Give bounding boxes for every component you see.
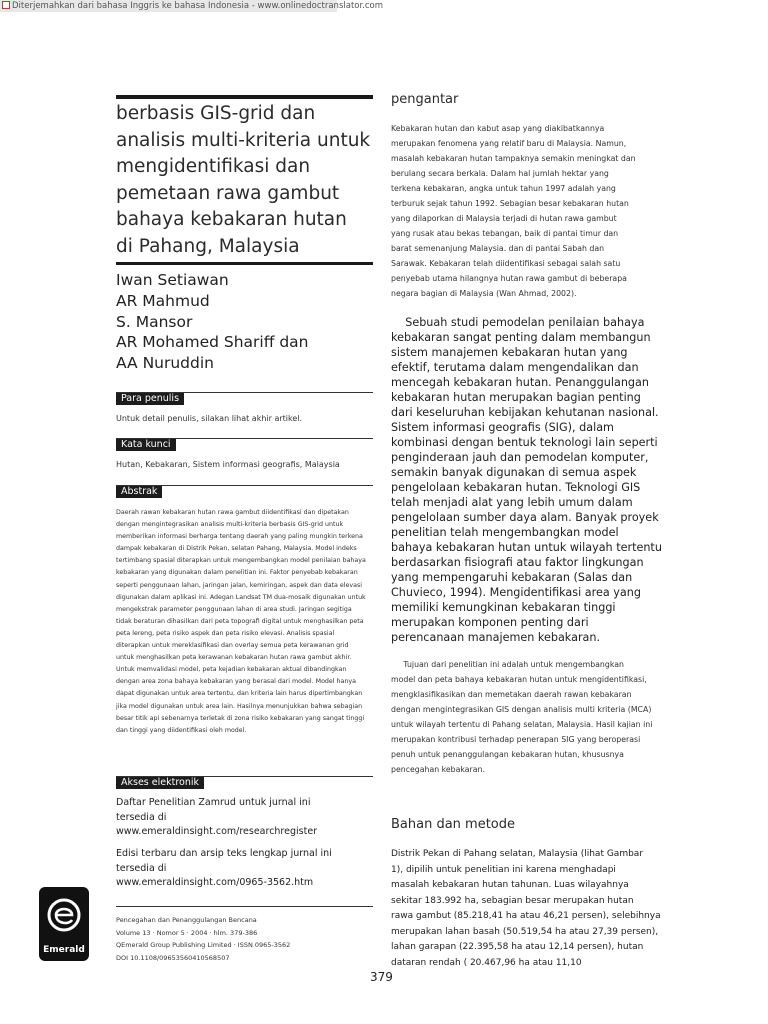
divider [116,906,373,907]
text-line: lahan garapan (22.395,58 ha atau 12,14 persen), hutan [391,942,644,952]
text-line: berdasarkan fisiografi atau faktor lingkungan [391,556,644,569]
text-line: yang dilaporkan di Malaysia terjadi di hutan rawa gambut [391,214,617,223]
text-line: merupakan komponen penting dari [391,616,589,629]
abstract-line: diterapkan untuk mereklasifikasi dan overlay semua peta kerawanan grid [116,642,349,650]
title-line: analisis multi-kriteria untuk [116,129,371,151]
text-line: negara bagian di Malaysia (Wan Ahmad, 2002). [391,289,577,298]
research-register-link[interactable]: www.emeraldinsight.com/researchregister [116,826,318,837]
akses-line: tersedia di [116,862,167,874]
text-line: Sebuah studi pemodelan penilaian bahaya [391,316,645,329]
para-penulis-label: Para penulis [116,393,184,405]
text-line: dari keseluruhan kebijakan kehutanan nasional. [391,406,659,419]
abstract-line: peta lereng, peta risiko aspek dan peta risiko elevasi. Analisis spasial [116,629,335,637]
akses-line: tersedia di [116,811,167,823]
text-line: pengelolaan kebakaran hutan. Teknologi GIS [391,481,641,494]
author-list [116,270,378,374]
text-line: merupakan kontribusi terhadap penerapan SIG yang beroperasi [391,735,641,744]
journal-citation [116,914,378,964]
text-line: penelitian telah mengembangkan model [391,526,619,539]
text-line: terkena kebakaran, angka untuk tahun 1997 adalah yang [391,184,616,193]
publisher-issn: QEmerald Group Publishing Limited · ISSN 0965-3562 [116,941,291,949]
text-line: Tujuan dari penelitian ini adalah untuk mengembangkan [391,660,624,669]
translator-banner[interactable] [0,0,384,12]
title-line: pemetaan rawa gambut [116,182,340,204]
text-line: pengelolaan sumber daya alam. Banyak proyek [391,511,659,524]
text-line: Distrik Pekan di Pahang selatan, Malaysia (lihat Gambar [391,849,644,859]
emerald-logo-icon [45,893,83,941]
text-line: model dan peta bahaya kebakaran hutan untuk mengidentifikasi, [391,675,647,684]
text-line: masalah kebakaran hutan tahunan. Luas wilayahnya [391,880,629,890]
text-line: sistem manajemen kebakaran hutan yang [391,346,628,359]
emerald-logo [39,887,89,961]
text-line: sekitar 183.992 ha, sebagian besar merupakan hutan [391,895,634,906]
logo-word: Emerald [43,945,85,955]
journal-volume: Volume 13 · Nomor 5 · 2004 · hlm. 379-386 [116,928,258,937]
text-line: penginderaan jauh dan pemodelan komputer, [391,451,649,464]
text-line: penyebab utama hilangnya hutan rawa gambut di beberapa [391,274,627,283]
pengantar-paragraph-2 [391,315,662,645]
text-line: semakin banyak digunakan di semua aspek [391,466,637,479]
akses-label: Akses elektronik [116,777,204,789]
abstract-line: kebakaran yang digunakan dalam penelitian ini. Faktor penyebab kebakaran [116,569,358,577]
text-line: mencegah kebakaran hutan. Penanggulangan [391,376,649,389]
text-line: barat semenanjung Malaysia. dan di pantai Sabah dan [391,244,605,253]
journal-name: Pencegahan dan Penanggulangan Bencana [116,916,257,924]
text-line: masalah kebakaran hutan tampaknya semakin meningkat dan [391,154,636,163]
translate-icon [2,1,10,9]
text-line: memiliki kemungkinan kebakaran tinggi [391,601,616,614]
bahan-metode-paragraph [391,847,661,971]
title-line: bahaya kebakaran hutan [116,209,347,230]
pengantar-paragraph-1 [391,121,656,301]
text-line: merupakan lahan basah (50.519,54 ha atau 27,39 persen), [391,926,659,937]
abstract-line: tidak beraturan dihasilkan dari peta topografi digital untuk menghasilkan peta [116,617,364,625]
abstract-line: untuk menghasilkan peta kerawanan kebakaran hutan rawa gambut akhir. [116,654,352,662]
author-name: AR Mohamed Shariff dan [116,333,309,352]
abstract-line: seperti penggunaan lahan, jaringan jalan, kemiringan, aspek dan data elevasi [116,581,362,589]
abstract-line: dan tinggi yang diidentifikasi oleh model. [116,726,247,734]
abstract-line: Untuk memvalidasi model, peta kejadian kebakaran aktual dibandingkan [116,666,347,674]
title-line: di Pahang, Malaysia [116,235,300,257]
title-bottom-rule [116,262,373,265]
kata-kunci-text: Hutan, Kebakaran, Sistem informasi geografis, Malaysia [116,460,340,469]
abstract-line: besar titik api sebenarnya terletak di zona risiko kebakaran yang sangat tinggi [116,714,365,722]
abstract-line: memberikan informasi berharga tentang daerah yang paling mungkin terkena [116,533,363,541]
text-line: terburuk sejak tahun 1992. Sebagian besar kebakaran hutan [391,199,629,208]
text-line: yang mempengaruhi kebakaran (Salas dan [391,571,633,584]
para-penulis-text: Untuk detail penulis, silakan lihat akhir artikel. [116,414,303,423]
text-line: merupakan fenomena yang relatif baru di Malaysia. Namun, [391,139,627,148]
text-line: rawa gambut (85.218,41 ha atau 46,21 persen), selebihnya [391,911,661,921]
text-line: mengklasifikasikan dan memetakan daerah rawan kebakaran [391,690,632,699]
akses-register-text [116,796,378,840]
title-line: mengidentifikasi dan [116,156,311,177]
abstract-line: dapat digunakan untuk area tertentu, dan kriteria lain harus dipertimbangkan [116,690,363,698]
text-line: 1), dipilih untuk penelitian ini karena menghadapi [391,864,616,875]
text-line: bahaya kebakaran hutan untuk wilayah tertentu [391,541,662,554]
pengantar-paragraph-3 [391,657,656,777]
text-line: kombinasi dengan bentuk teknologi lain seperti [391,436,658,449]
text-line: kebakaran sangat penting dalam membangun [391,331,651,344]
text-line: Kebakaran hutan dan kabut asap yang diakibatkannya [391,124,605,133]
doi: DOI 10.1108/09653560410568507 [116,953,230,962]
text-line: untuk wilayah tertentu di Pahang selatan, Malaysia. Hasil kajian ini [391,720,653,729]
text-line: Chuvieco, 1994). Mengidentifikasi area yang [391,586,641,599]
abstract-line: mengekstrak parameter penggunaan lahan di area studi. Jaringan segitiga [116,605,352,613]
text-line: yang rusak atau bekas tebangan, baik di pantai timur dan [391,229,619,238]
abstract-text [116,507,374,737]
text-line: penuh untuk penanggulangan kebakaran hutan, khususnya [391,750,624,759]
text-line: pencegahan kebakaran. [391,765,485,774]
banner-text[interactable]: Diterjemahkan dari bahasa Inggris ke bahasa Indonesia - www.onlinedoctranslator.com [12,1,384,11]
abstract-line: dengan mengintegrasikan analisis multi-kriteria berbasis GIS-grid untuk [116,521,344,529]
abstract-line: dengan area zona bahaya kebakaran yang berasal dari model. Model hanya [116,678,356,686]
akses-line: Daftar Penelitian Zamrud untuk jurnal ini [116,797,311,808]
text-line: kebakaran hutan merupakan bagian penting [391,391,641,404]
page-number: 379 [370,970,393,984]
text-line: perencanaan manajemen kebakaran. [391,631,601,644]
abstract-line: dampak kebakaran di Distrik Pekan, selatan Pahang, Malaysia. Model indeks [116,545,357,553]
title-line: berbasis GIS-grid dan [116,103,316,124]
kata-kunci-label: Kata kunci [116,439,176,451]
abstract-line: tertimbang spasial diterapkan untuk mengembangkan model penilaian bahaya [116,557,366,565]
text-line: dataran rendah ( 20.467,96 ha atau 11,10 [391,957,582,968]
abstract-line: Daerah rawan kebakaran hutan rawa gambut diidentifikasi dan dipetakan [116,509,349,516]
bahan-metode-heading: Bahan dan metode [391,817,516,832]
abstract-line: digunakan dalam aplikasi ini. Adegan Landsat TM dua-mosaik digunakan untuk [116,593,366,601]
journal-archive-link[interactable]: www.emeraldinsight.com/0965-3562.htm [116,877,314,888]
akses-archive-text [116,847,378,891]
text-line: berulang secara berkala. Dalam hal jumlah hektar yang [391,169,609,178]
text-line: efektif, terutama dalam mengendalikan dan [391,361,639,374]
author-name: AA Nuruddin [116,354,214,373]
article-title [116,101,378,260]
text-line: Sistem informasi geografis (SIG), dalam [391,421,614,434]
author-name: S. Mansor [116,312,193,331]
text-line: dengan mengintegrasikan GIS dengan analisis multi kriteria (MCA) [391,705,652,714]
text-line: Sarawak. Kebakaran telah diidentifikasi sebagai salah satu [391,259,621,268]
abstract-line: jika model digunakan untuk area lain. Hasilnya menunjukkan bahwa sebagian [116,702,363,710]
pengantar-heading: pengantar [391,92,459,107]
author-name: Iwan Setiawan [116,271,229,289]
text-line: telah menjadi alat yang lebih umum dalam [391,496,633,509]
abstrak-label: Abstrak [116,486,162,498]
author-name: AR Mahmud [116,291,210,310]
title-top-rule [116,95,373,99]
akses-line: Edisi terbaru dan arsip teks lengkap jurnal ini [116,848,332,859]
